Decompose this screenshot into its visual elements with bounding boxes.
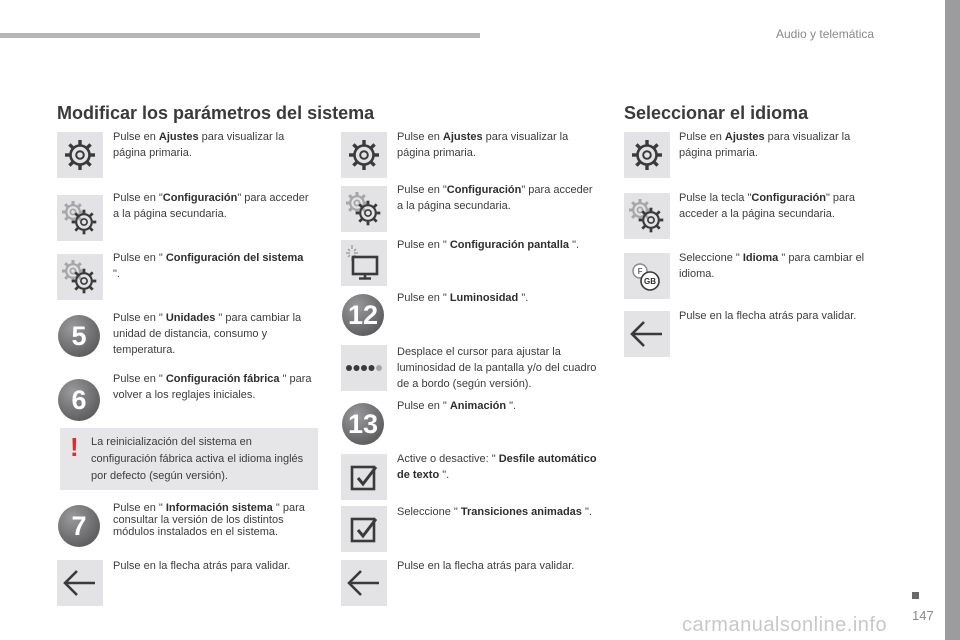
checkbox-icon[interactable] (341, 506, 387, 552)
step-text-back: Pulse en la flecha atrás para validar. (113, 560, 291, 572)
end-marker (912, 592, 919, 599)
step-badge-6: 6 (58, 379, 100, 421)
brightness-slider-icon[interactable] (341, 345, 387, 391)
step-badge-13: 13 (342, 403, 384, 445)
config-gears-icon[interactable] (624, 193, 670, 239)
step-text-config-pantalla: Pulse en " Configuración pantalla ". (397, 239, 580, 251)
settings-gear-icon[interactable] (624, 132, 670, 178)
step-text-idioma: Seleccione " Idioma " para cambiar el idioma. (679, 252, 865, 280)
step-badge-5: 5 (58, 315, 100, 357)
step-text-back: Pulse en la flecha atrás para validar. (397, 560, 575, 572)
step-text-transiciones: Seleccione " Transiciones animadas ". (397, 506, 592, 518)
step-text-luminosidad: Pulse en " Luminosidad ". (397, 292, 529, 304)
flag-gb-label: GB (644, 277, 656, 286)
display-config-monitor-icon[interactable] (341, 240, 387, 286)
header-rule (0, 33, 480, 38)
checkbox-icon[interactable] (341, 454, 387, 500)
language-flags-icon[interactable] (624, 253, 670, 299)
step-text-animacion: Pulse en " Animación ". (397, 400, 517, 412)
warning-text: La reinicialización del sistema en configuración fábrica activa el idioma inglés por defecto (según versión). (91, 436, 304, 482)
header-title: Audio y telemática (776, 27, 875, 41)
section-title-language: Seleccionar el idioma (624, 103, 809, 123)
settings-gear-icon[interactable] (341, 132, 387, 178)
step-text-ajustes: Pulse en Ajustes para visualizar la página primaria. (397, 131, 569, 159)
step-badge-7: 7 (58, 505, 100, 547)
step-badge-12: 12 (342, 294, 384, 336)
system-config-gears-icon[interactable] (57, 254, 103, 300)
section-title-system: Modificar los parámetros del sistema (57, 103, 375, 123)
flag-f-label: F (637, 267, 643, 276)
step-text-configuracion: Pulse la tecla "Configuración" para acceder a la página secundaria. (679, 192, 855, 220)
step-text-ajustes: Pulse en Ajustes para visualizar la página primaria. (679, 131, 851, 159)
step-text-back: Pulse en la flecha atrás para validar. (679, 310, 857, 322)
step-text-unidades: Pulse en " Unidades " para cambiar la unidad de distancia, consumo y temperatura. (113, 312, 302, 356)
reset-warning-box (60, 428, 318, 490)
warning-icon: ! (70, 432, 79, 462)
step-text-info-sistema: Pulse en " Información sistema " para consultar la versión de los distintos módulos instalados en el sistema. (113, 502, 305, 538)
step-text-configuracion: Pulse en "Configuración" para acceder a la página secundaria. (397, 184, 593, 212)
step-text-config-sistema: Pulse en " Configuración del sistema ". (113, 252, 304, 280)
step-text-desfile: Active o desactive: " Desfile automático de texto ". (397, 453, 597, 481)
back-arrow-icon[interactable] (341, 560, 387, 606)
page-edge-band (945, 0, 960, 640)
page-number: 147 (912, 608, 934, 623)
config-gears-icon[interactable] (57, 195, 103, 241)
back-arrow-icon[interactable] (624, 311, 670, 357)
config-gears-icon[interactable] (341, 186, 387, 232)
back-arrow-icon[interactable] (57, 560, 103, 606)
settings-gear-icon[interactable] (57, 132, 103, 178)
step-text-configuracion: Pulse en "Configuración" para acceder a la página secundaria. (113, 192, 309, 220)
watermark: carmanualsonline.info (682, 614, 888, 636)
step-text-cursor: Desplace el cursor para ajustar la luminosidad de la pantalla y/o del cuadro de a bordo (según versión). (397, 346, 597, 390)
step-text-config-fabrica: Pulse en " Configuración fábrica " para volver a los reglajes iniciales. (113, 373, 312, 401)
step-text-ajustes: Pulse en Ajustes para visualizar la página primaria. (113, 131, 285, 159)
